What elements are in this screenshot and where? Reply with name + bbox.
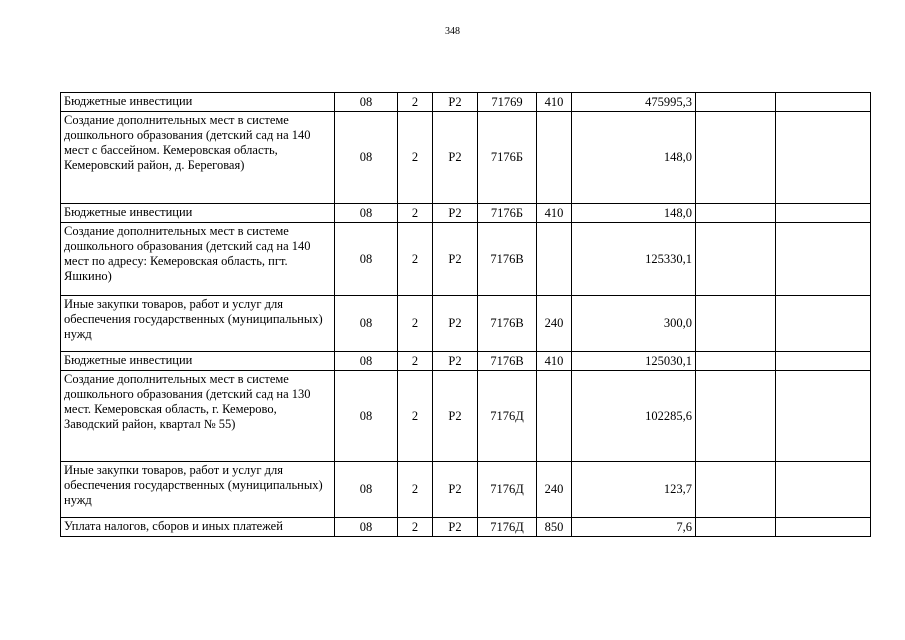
row-name: Создание дополнительных мест в системе дошкольного образования (детский сад на 140 мест с бассейном. Кемеровская область, Кемеровский район, д. Береговая) [61,112,335,204]
row-target: 7176В [478,352,537,371]
row-subsection: 2 [398,352,433,371]
row-program: P2 [433,93,478,112]
row-extra-2 [776,371,871,462]
row-name: Бюджетные инвестиции [61,352,335,371]
row-subsection: 2 [398,518,433,537]
row-subsection: 2 [398,296,433,352]
row-expense-type [537,112,572,204]
row-section: 08 [335,112,398,204]
row-subsection: 2 [398,371,433,462]
row-section: 08 [335,93,398,112]
table-row [61,223,871,296]
table-row [61,296,871,352]
row-expense-type: 240 [537,462,572,518]
row-extra-2 [776,462,871,518]
row-program: P2 [433,462,478,518]
table-row [61,112,871,204]
row-extra-2 [776,352,871,371]
row-subsection: 2 [398,204,433,223]
row-subsection: 2 [398,462,433,518]
row-expense-type: 240 [537,296,572,352]
row-extra-2 [776,518,871,537]
row-name: Иные закупки товаров, работ и услуг для обеспечения государственных (муниципальных) нужд [61,462,335,518]
row-amount: 300,0 [572,296,696,352]
row-name: Бюджетные инвестиции [61,204,335,223]
row-program: P2 [433,112,478,204]
row-section: 08 [335,296,398,352]
row-target: 7176Б [478,112,537,204]
row-program: P2 [433,204,478,223]
row-extra-1 [696,93,776,112]
row-target: 7176В [478,296,537,352]
row-extra-1 [696,352,776,371]
table-row [61,93,871,112]
row-expense-type: 410 [537,352,572,371]
row-expense-type [537,371,572,462]
row-extra-1 [696,223,776,296]
row-section: 08 [335,462,398,518]
row-extra-1 [696,371,776,462]
row-extra-1 [696,462,776,518]
row-expense-type: 410 [537,204,572,223]
row-subsection: 2 [398,223,433,296]
row-extra-1 [696,518,776,537]
row-amount: 148,0 [572,112,696,204]
row-name: Уплата налогов, сборов и иных платежей [61,518,335,537]
row-extra-1 [696,112,776,204]
table-row [61,518,871,537]
row-extra-2 [776,112,871,204]
row-program: P2 [433,518,478,537]
row-target: 71769 [478,93,537,112]
table-row [61,462,871,518]
row-amount: 7,6 [572,518,696,537]
row-extra-2 [776,204,871,223]
table-row [61,204,871,223]
row-target: 7176Б [478,204,537,223]
row-amount: 102285,6 [572,371,696,462]
row-program: P2 [433,223,478,296]
row-amount: 125030,1 [572,352,696,371]
row-program: P2 [433,296,478,352]
table-row [61,352,871,371]
row-section: 08 [335,223,398,296]
row-extra-1 [696,204,776,223]
row-target: 7176В [478,223,537,296]
row-section: 08 [335,518,398,537]
budget-table [60,92,871,537]
row-target: 7176Д [478,518,537,537]
row-expense-type: 850 [537,518,572,537]
row-program: P2 [433,352,478,371]
row-amount: 125330,1 [572,223,696,296]
table-row [61,371,871,462]
row-section: 08 [335,352,398,371]
row-extra-1 [696,296,776,352]
row-extra-2 [776,93,871,112]
row-section: 08 [335,204,398,223]
row-subsection: 2 [398,112,433,204]
row-target: 7176Д [478,371,537,462]
row-amount: 148,0 [572,204,696,223]
row-extra-2 [776,223,871,296]
row-name: Создание дополнительных мест в системе дошкольного образования (детский сад на 130 мест. Кемеровская область, г. Кемерово, Заводский район, квартал № 55) [61,371,335,462]
row-extra-2 [776,296,871,352]
row-name: Иные закупки товаров, работ и услуг для обеспечения государственных (муниципальных) нужд [61,296,335,352]
row-amount: 123,7 [572,462,696,518]
row-expense-type: 410 [537,93,572,112]
row-subsection: 2 [398,93,433,112]
row-target: 7176Д [478,462,537,518]
row-name: Создание дополнительных мест в системе дошкольного образования (детский сад на 140 мест по адресу: Кемеровская область, пгт. Яшкино) [61,223,335,296]
row-program: P2 [433,371,478,462]
row-section: 08 [335,371,398,462]
page-number: 348 [445,26,460,37]
row-amount: 475995,3 [572,93,696,112]
row-name: Бюджетные инвестиции [61,93,335,112]
row-expense-type [537,223,572,296]
